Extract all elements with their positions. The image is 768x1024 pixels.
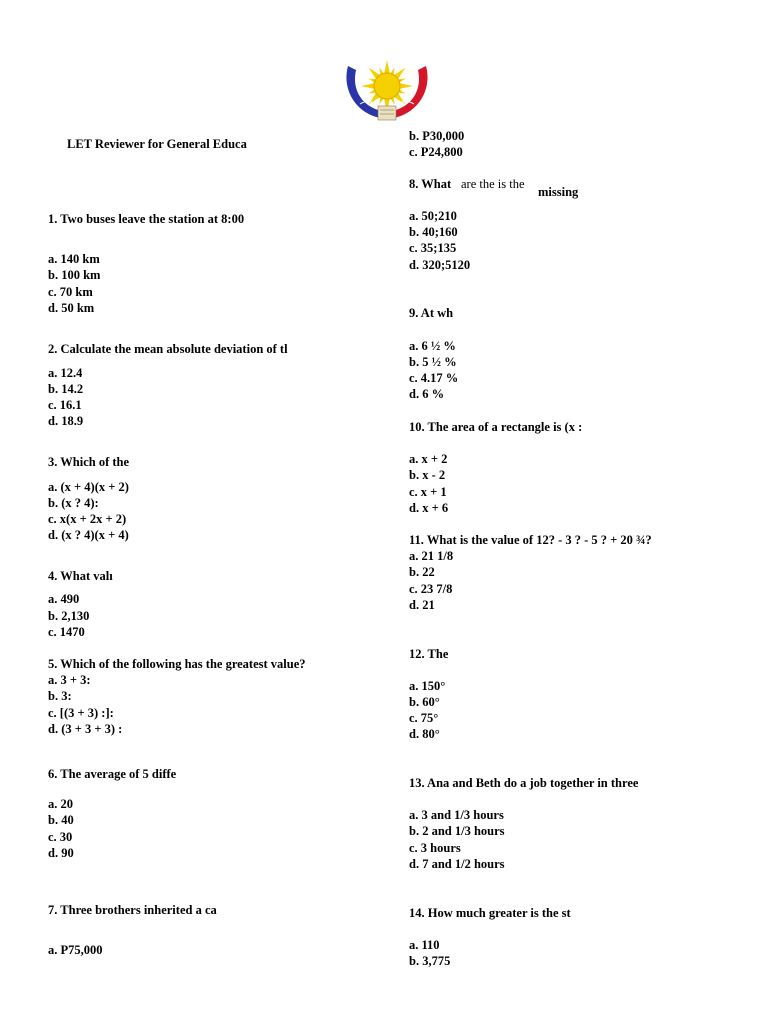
option: b. 5 ½ %	[409, 355, 457, 369]
option: c. x(x + 2x + 2)	[48, 512, 127, 526]
option: d. 320;5120	[409, 258, 471, 272]
option: b. 3:	[48, 689, 72, 703]
page-title: LET Reviewer for General Educa	[67, 137, 247, 151]
option: a. 50;210	[409, 209, 457, 223]
option: b. x - 2	[409, 468, 446, 482]
option: c. x + 1	[409, 485, 447, 499]
option: d. 90	[48, 846, 74, 860]
option: a. P75,000	[48, 943, 103, 957]
option: c. 35;135	[409, 241, 457, 255]
option: b. 100 km	[48, 268, 101, 282]
question-11: 11. What is the value of 12? - 3 ? - 5 ? + 20 ¾?	[409, 533, 652, 547]
option: a. 490	[48, 592, 80, 606]
question-8-missing: missing	[538, 185, 579, 199]
option: d. 80°	[409, 727, 440, 741]
option: c. 70 km	[48, 285, 93, 299]
option: c. 3 hours	[409, 841, 461, 855]
question-1: 1. Two buses leave the station at 8:00	[48, 212, 245, 226]
option: a. (x + 4)(x + 2)	[48, 480, 129, 494]
option: c. [(3 + 3) :]:	[48, 706, 114, 720]
option: d. 18.9	[48, 414, 84, 428]
option: b. (x ? 4):	[48, 496, 99, 510]
option: d. 6 %	[409, 387, 445, 401]
option: b. 14.2	[48, 382, 84, 396]
option: d. 50 km	[48, 301, 95, 315]
option: b. 40;160	[409, 225, 458, 239]
question-12: 12. The	[409, 647, 449, 661]
question-8: 8. What	[409, 177, 452, 191]
option: c. 23 7/8	[409, 582, 453, 596]
question-6: 6. The average of 5 diffe	[48, 767, 177, 781]
option: a. 140 km	[48, 252, 100, 266]
option: a. 110	[409, 938, 440, 952]
option: a. 20	[48, 797, 73, 811]
option: a. 3 and 1/3 hours	[409, 808, 504, 822]
philippine-sun-emblem-icon	[340, 58, 434, 126]
option: d. 7 and 1/2 hours	[409, 857, 505, 871]
option: a. 150°	[409, 679, 446, 693]
option: b. P30,000	[409, 129, 465, 143]
option: b. 2,130	[48, 609, 90, 623]
question-8-fragment: are the is the	[461, 177, 525, 191]
option: c. 75°	[409, 711, 439, 725]
option: c. 1470	[48, 625, 85, 639]
question-14: 14. How much greater is the st	[409, 906, 571, 920]
option: b. 22	[409, 565, 435, 579]
option: c. P24,800	[409, 145, 463, 159]
question-2: 2. Calculate the mean absolute deviation of tl	[48, 342, 288, 356]
option: a. x + 2	[409, 452, 448, 466]
option: b. 40	[48, 813, 74, 827]
option: d. (3 + 3 + 3) :	[48, 722, 123, 736]
option: c. 4.17 %	[409, 371, 459, 385]
question-3: 3. Which of the	[48, 455, 130, 469]
question-10: 10. The area of a rectangle is (x :	[409, 420, 583, 434]
option: d. (x ? 4)(x + 4)	[48, 528, 129, 542]
option: a. 3 + 3:	[48, 673, 91, 687]
option: b. 60°	[409, 695, 440, 709]
option: a. 6 ½ %	[409, 339, 456, 353]
option: b. 3,775	[409, 954, 451, 968]
option: a. 12.4	[48, 366, 83, 380]
option: c. 16.1	[48, 398, 82, 412]
option: b. 2 and 1/3 hours	[409, 824, 505, 838]
question-4: 4. What valı	[48, 569, 113, 583]
question-5: 5. Which of the following has the greatest value?	[48, 657, 306, 671]
option: c. 30	[48, 830, 73, 844]
question-9: 9. At wh	[409, 306, 454, 320]
option: a. 21 1/8	[409, 549, 454, 563]
option: d. x + 6	[409, 501, 449, 515]
option: d. 21	[409, 598, 435, 612]
question-13: 13. Ana and Beth do a job together in three	[409, 776, 639, 790]
question-7: 7. Three brothers inherited a ca	[48, 903, 217, 917]
